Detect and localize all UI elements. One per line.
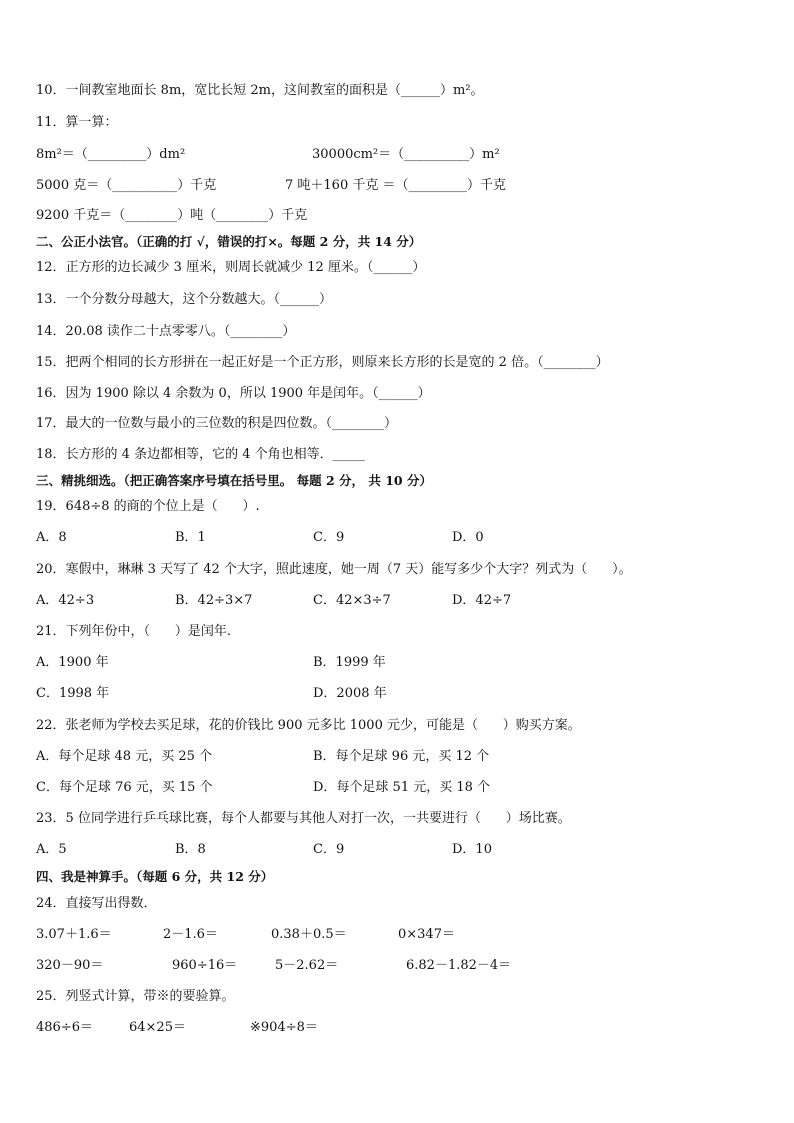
question-20: 20．寒假中，琳琳 3 天写了 42 个大字，照此速度，她一周（7 天）能写多少个大字？列式为（ ）。 <box>36 562 632 577</box>
q22-option-a: A．每个足球 48 元，买 25 个 <box>36 749 213 764</box>
question-11-title: 11．算一算： <box>36 115 118 130</box>
q24-calc-1: 3.07＋1.6＝ <box>36 927 112 942</box>
question-21: 21．下列年份中，（ ）是闰年. <box>36 624 231 639</box>
question-17: 17．最大的一位数与最小的三位数的积是四位数。（________） <box>36 416 398 431</box>
question-13: 13．一个分数分母越大，这个分数越大。（______） <box>36 292 333 307</box>
q24-calc-3: 0.38＋0.5＝ <box>271 927 347 942</box>
q24-calc-7: 5－2.62＝ <box>275 958 339 973</box>
q19-option-d: D．0 <box>452 530 484 545</box>
q21-option-c: C．1998 年 <box>36 686 110 701</box>
question-14: 14．20.08 读作二十点零零八。（________） <box>36 324 296 339</box>
question-19: 19．648÷8 的商的个位上是（ ）. <box>36 499 260 514</box>
question-16: 16．因为 1900 除以 4 余数为 0，所以 1900 年是闰年。（______） <box>36 386 431 401</box>
q20-option-b: B．42÷3×7 <box>175 593 253 608</box>
q20-option-d: D．42÷7 <box>452 593 512 608</box>
q11-item-5: 9200 千克＝（________）吨（________）千克 <box>36 208 308 223</box>
q21-option-a: A．1900 年 <box>36 655 109 670</box>
question-24: 24．直接写出得数． <box>36 896 157 911</box>
q25-item-3: ※904÷8＝ <box>250 1020 318 1035</box>
q24-calc-4: 0×347＝ <box>398 927 455 942</box>
q23-option-a: A．5 <box>36 842 67 857</box>
q24-calc-2: 2－1.6＝ <box>163 927 218 942</box>
q19-option-c: C．9 <box>313 530 345 545</box>
q21-option-b: B．1999 年 <box>313 655 386 670</box>
question-15: 15．把两个相同的长方形拼在一起正好是一个正方形，则原来长方形的长是宽的 2 倍。（________） <box>36 355 609 370</box>
section-3-heading: 三、精挑细选。（把正确答案序号填在括号里。 每题 2 分， 共 10 分） <box>36 473 432 488</box>
question-23: 23．5 位同学进行乒乓球比赛，每个人都要与其他人对打一次，一共要进行（ ）场比赛。 <box>36 811 571 826</box>
q11-item-3: 5000 克＝（__________）千克 <box>36 178 217 193</box>
q20-option-a: A．42÷3 <box>36 593 95 608</box>
q24-calc-6: 960÷16＝ <box>172 958 238 973</box>
q19-option-a: A．8 <box>36 530 67 545</box>
q11-item-4: 7 吨＋160 千克 ＝（_________）千克 <box>285 178 506 193</box>
q11-item-2: 30000cm²＝（__________）m² <box>312 147 500 162</box>
q11-item-1: 8m²＝（_________）dm² <box>36 147 186 162</box>
q20-option-c: C．42×3÷7 <box>313 593 391 608</box>
q21-option-d: D．2008 年 <box>313 686 387 701</box>
q23-option-b: B．8 <box>175 842 206 857</box>
q22-option-b: B．每个足球 96 元，买 12 个 <box>313 749 490 764</box>
question-10: 10．一间教室地面长 8m，宽比长短 2m，这间教室的面积是（______）m²。 <box>36 83 484 98</box>
q22-option-d: D．每个足球 51 元，买 18 个 <box>313 780 491 795</box>
q23-option-d: D．10 <box>452 842 492 857</box>
question-12: 12．正方形的边长减少 3 厘米，则周长就减少 12 厘米。（______） <box>36 260 426 275</box>
section-4-heading: 四、我是神算手。（每题 6 分，共 12 分） <box>36 869 274 884</box>
question-18: 18．长方形的 4 条边都相等，它的 4 个角也相等．_____ <box>36 447 366 462</box>
question-25: 25．列竖式计算，带※的要验算。 <box>36 989 235 1004</box>
q19-option-b: B．1 <box>175 530 206 545</box>
q25-item-2: 64×25＝ <box>129 1020 186 1035</box>
section-2-heading: 二、公正小法官。（正确的打 √，错误的打×。每题 2 分，共 14 分） <box>36 234 422 249</box>
q23-option-c: C．9 <box>313 842 345 857</box>
q25-item-1: 486÷6＝ <box>36 1020 93 1035</box>
question-22: 22．张老师为学校去买足球，花的价钱比 900 元多比 1000 元少，可能是（ ）购买方案。 <box>36 718 581 733</box>
q24-calc-8: 6.82－1.82－4＝ <box>406 958 512 973</box>
q24-calc-5: 320－90＝ <box>36 958 104 973</box>
q22-option-c: C．每个足球 76 元，买 15 个 <box>36 780 213 795</box>
